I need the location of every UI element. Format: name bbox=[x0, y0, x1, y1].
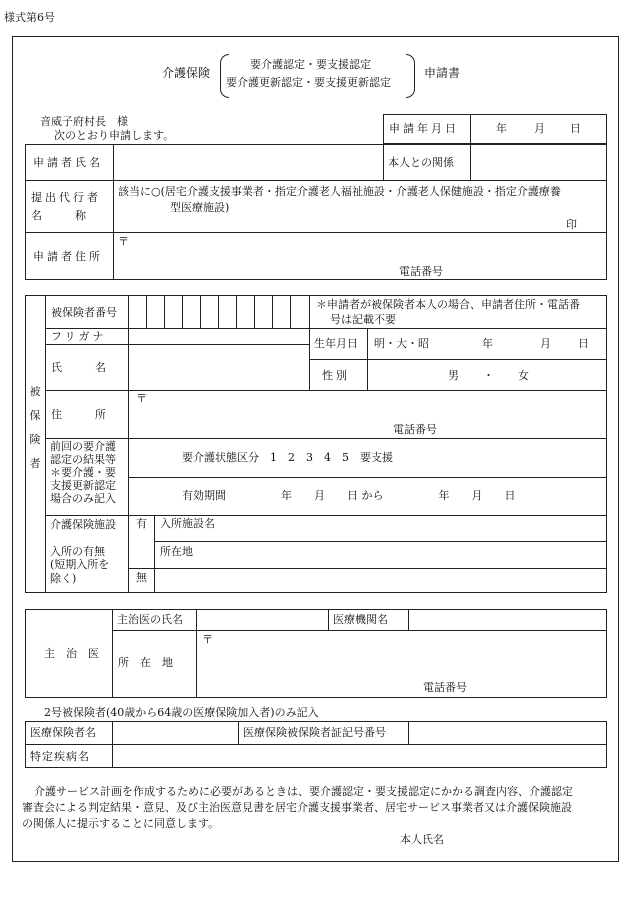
furigana-label: フリガナ bbox=[51, 330, 107, 343]
applicant-address-label: 申請者住所 bbox=[33, 250, 103, 263]
era-options[interactable]: 明・大・昭 bbox=[374, 337, 429, 350]
insured-address-field[interactable] bbox=[129, 392, 605, 436]
facility-label: 介護保険施設 入所の有無 (短期入所を 除く) bbox=[50, 518, 116, 585]
card-number-label: 医療保険被保険者証記号番号 bbox=[243, 726, 386, 739]
sex-male[interactable]: 男 bbox=[448, 369, 459, 382]
insured-name-label: 氏 名 bbox=[51, 361, 106, 374]
application-day: 日 bbox=[570, 122, 581, 135]
insured-phone-label: 電話番号 bbox=[393, 423, 437, 436]
institution-label: 医療機関名 bbox=[333, 613, 388, 626]
application-year: 年 bbox=[496, 122, 507, 135]
doctor-name-label: 主治医の氏名 bbox=[117, 613, 183, 626]
facility-name-label: 入所施設名 bbox=[160, 517, 215, 530]
insured-note-2: 号は記載不要 bbox=[330, 313, 396, 326]
insured-note-1: ＊申請者が被保険者本人の場合、申請者住所・電話番 bbox=[316, 298, 580, 311]
header-option-2: 要介護更新認定・要支援更新認定 bbox=[226, 76, 391, 89]
doctor-location-field[interactable] bbox=[197, 632, 605, 696]
header-bracket-right bbox=[406, 54, 415, 98]
insured-name-field[interactable] bbox=[129, 346, 307, 388]
facility-location-label: 所在地 bbox=[160, 545, 193, 558]
dob-month: 月 bbox=[540, 337, 551, 350]
dob-label: 生年月日 bbox=[314, 337, 358, 350]
insured-postal-mark: 〒 bbox=[136, 392, 147, 405]
disease-label: 特定疾病名 bbox=[30, 750, 90, 763]
doctor-postal-mark: 〒 bbox=[202, 633, 213, 646]
doctor-side-label: 主 治 医 bbox=[44, 647, 99, 660]
applicant-address-field[interactable] bbox=[114, 234, 604, 278]
dob-day: 日 bbox=[578, 337, 589, 350]
header-kaigo-hoken: 介護保険 bbox=[162, 66, 211, 80]
sex-female[interactable]: 女 bbox=[518, 369, 529, 382]
sex-label: 性別 bbox=[322, 369, 350, 382]
relationship-label: 本人との関係 bbox=[388, 156, 454, 169]
insured-address-label: 住 所 bbox=[51, 408, 106, 421]
signature-label: 本人氏名 bbox=[400, 833, 444, 846]
facility-no[interactable]: 無 bbox=[136, 571, 147, 584]
sex-separator: ・ bbox=[483, 369, 494, 382]
valid-period[interactable]: 有効期間 年 月 日 から 年 月 日 bbox=[182, 489, 516, 502]
header-shinseisho: 申請書 bbox=[424, 66, 461, 80]
application-month: 月 bbox=[534, 122, 545, 135]
care-level-options[interactable]: 要介護状態区分 1 2 3 4 5 要支援 bbox=[182, 451, 393, 464]
doctor-location-label: 所 在 地 bbox=[118, 656, 173, 669]
header-option-1: 要介護認定・要支援認定 bbox=[250, 58, 371, 71]
addressee: 音威子府村長 様 bbox=[40, 115, 128, 128]
second-insured-title: 2号被保険者(40歳から64歳の医療保険加入者)のみ記入 bbox=[44, 706, 319, 719]
consent-line-1: 介護サービス計画を作成するために必要があるときは、要介護認定・要支援認定にかかる調査内容、介護認定 bbox=[34, 785, 573, 798]
agent-description-2: 型医療施設) bbox=[170, 201, 230, 214]
facility-yes[interactable]: 有 bbox=[136, 517, 147, 530]
form-number: 様式第6号 bbox=[4, 11, 55, 24]
applicant-phone-label: 電話番号 bbox=[399, 265, 443, 278]
doctor-phone-label: 電話番号 bbox=[423, 681, 467, 694]
applicant-postal-mark: 〒 bbox=[118, 235, 129, 248]
consent-line-3: の関係人に提示することに同意します。 bbox=[22, 817, 220, 830]
insured-side-label: 被 保 険 者 bbox=[29, 385, 41, 470]
disease-field[interactable] bbox=[113, 746, 605, 766]
insured-number-field[interactable] bbox=[129, 297, 308, 327]
application-date-label: 申請年月日 bbox=[389, 122, 459, 135]
furigana-field[interactable] bbox=[129, 330, 307, 343]
consent-line-2: 審査会による判定結果・意見、及び主治医意見書を居宅介護支援事業者、居宅サービス事業者又は介護保険施設 bbox=[22, 801, 572, 814]
signature-field[interactable] bbox=[450, 830, 600, 848]
doctor-name-field[interactable] bbox=[197, 611, 327, 629]
insurer-name-field[interactable] bbox=[113, 723, 237, 743]
intro-text: 次のとおり申請します。 bbox=[54, 129, 175, 142]
agent-label-2: 名 称 bbox=[31, 209, 86, 222]
dob-year: 年 bbox=[482, 337, 493, 350]
agent-label-1: 提出代行者 bbox=[31, 191, 101, 204]
institution-field[interactable] bbox=[409, 611, 605, 629]
seal-mark: 印 bbox=[566, 218, 577, 231]
insurer-name-label: 医療保険者名 bbox=[30, 726, 96, 739]
applicant-name-field[interactable] bbox=[114, 148, 382, 178]
applicant-name-label: 申請者氏名 bbox=[33, 156, 103, 169]
agent-description-1: 該当に○(居宅介護支援事業者・指定介護老人福祉施設・介護老人保健施設・指定介護療養 bbox=[118, 185, 561, 198]
card-number-field[interactable] bbox=[409, 723, 605, 743]
relationship-field[interactable] bbox=[471, 148, 605, 178]
insured-number-label: 被保険者番号 bbox=[51, 306, 117, 319]
prev-result-label: 前回の要介護 認定の結果等 ＊要介護・要 支援更新認定 場合のみ記入 bbox=[50, 440, 116, 505]
